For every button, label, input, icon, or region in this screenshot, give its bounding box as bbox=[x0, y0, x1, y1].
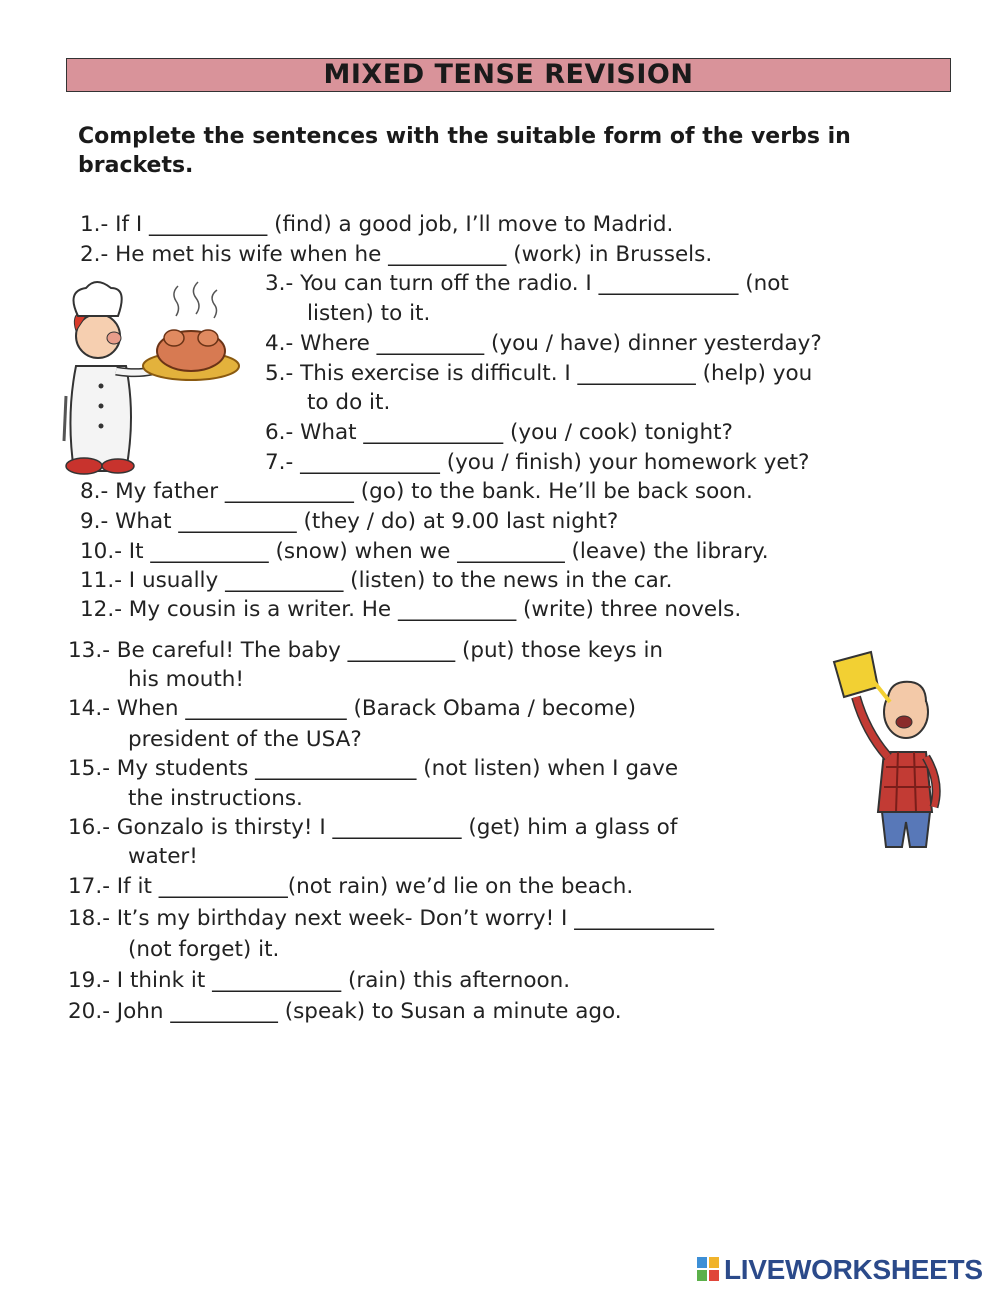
sentence-17: 17.- If it ____________(not rain) we’d lie on the beach. bbox=[68, 874, 634, 899]
sentence-1: 1.- If I ___________ (find) a good job, I’ll move to Madrid. bbox=[80, 212, 674, 237]
sentence-18-continued: (not forget) it. bbox=[128, 937, 280, 962]
sentence-2: 2.- He met his wife when he ___________ (work) in Brussels. bbox=[80, 242, 713, 267]
sentence-14: 14.- When _______________ (Barack Obama / become) bbox=[68, 696, 637, 721]
sentence-12: 12.- My cousin is a writer. He ___________ (write) three novels. bbox=[80, 597, 742, 622]
instructions: Complete the sentences with the suitable form of the verbs in brackets. bbox=[78, 124, 851, 178]
sentence-4: 4.- Where __________ (you / have) dinner yesterday? bbox=[265, 331, 822, 356]
sentence-3: 3.- You can turn off the radio. I _____________ (not bbox=[265, 271, 789, 296]
sentence-18: 18.- It’s my birthday next week- Don’t worry! I _____________ bbox=[68, 906, 714, 931]
sentence-3-continued: listen) to it. bbox=[307, 301, 431, 326]
liveworksheets-logo-icon bbox=[697, 1257, 721, 1283]
sentence-5-continued: to do it. bbox=[307, 390, 391, 415]
sentence-5: 5.- This exercise is difficult. I ___________ (help) you bbox=[265, 361, 813, 386]
sentence-20: 20.- John __________ (speak) to Susan a minute ago. bbox=[68, 999, 622, 1024]
sentence-16-continued: water! bbox=[128, 844, 198, 869]
sentence-6: 6.- What _____________ (you / cook) tonight? bbox=[265, 420, 733, 445]
sentence-14-continued: president of the USA? bbox=[128, 727, 362, 752]
sentence-11: 11.- I usually ___________ (listen) to the news in the car. bbox=[80, 568, 673, 593]
sentence-13: 13.- Be careful! The baby __________ (put) those keys in bbox=[68, 638, 664, 663]
brand-name: LIVEWORKSHEETS bbox=[724, 1254, 983, 1285]
worksheet-title: MIXED TENSE REVISION bbox=[323, 59, 694, 90]
sentence-16: 16.- Gonzalo is thirsty! I ____________ (get) him a glass of bbox=[68, 815, 678, 840]
drinking-man-clipart bbox=[826, 642, 961, 857]
brand-logo bbox=[697, 1254, 983, 1286]
sentence-15-continued: the instructions. bbox=[128, 786, 303, 811]
sentence-13-continued: his mouth! bbox=[128, 667, 245, 692]
sentence-15: 15.- My students _______________ (not listen) when I gave bbox=[68, 756, 679, 781]
sentence-19: 19.- I think it ____________ (rain) this afternoon. bbox=[68, 968, 571, 993]
chef-clipart bbox=[56, 276, 246, 476]
title-banner bbox=[66, 58, 951, 92]
sentence-9: 9.- What ___________ (they / do) at 9.00 last night? bbox=[80, 509, 619, 534]
sentence-7: 7.- _____________ (you / finish) your homework yet? bbox=[265, 450, 810, 475]
sentence-8: 8.- My father ____________ (go) to the bank. He’ll be back soon. bbox=[80, 479, 753, 504]
sentence-10: 10.- It ___________ (snow) when we __________ (leave) the library. bbox=[80, 539, 769, 564]
